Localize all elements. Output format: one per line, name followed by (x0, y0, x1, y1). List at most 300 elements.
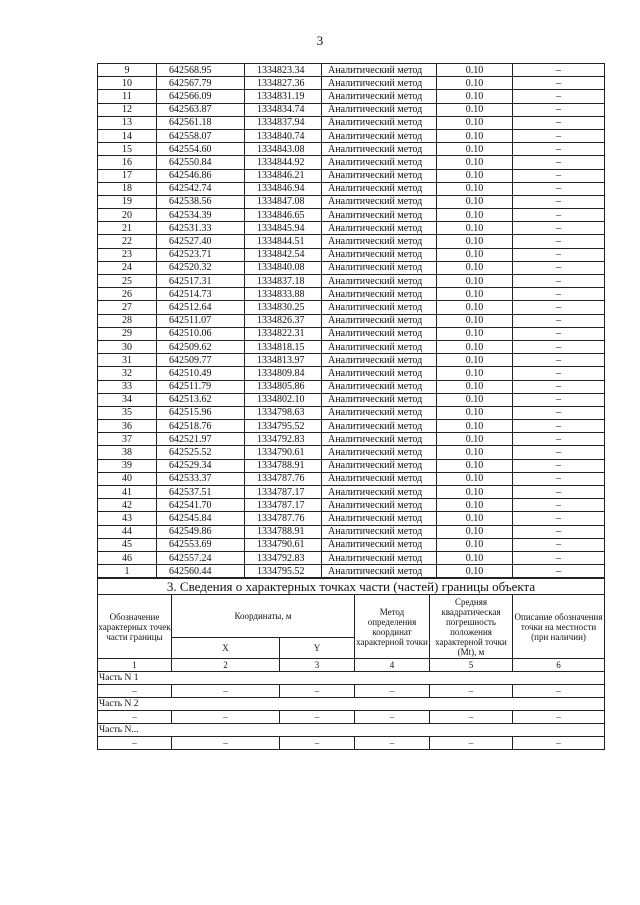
description: – (513, 182, 605, 195)
col-number-3: 3 (280, 659, 355, 672)
part-value: – (98, 685, 172, 698)
method: Аналитический метод (322, 525, 437, 538)
part-value: – (172, 711, 280, 724)
table-row (98, 446, 605, 459)
col-number-1: 1 (98, 659, 172, 672)
method: Аналитический метод (322, 406, 437, 419)
part-values-row (98, 737, 605, 750)
coord-x: 642542.74 (157, 182, 245, 195)
coord-x: 642567.79 (157, 77, 245, 90)
coord-x: 642549.86 (157, 525, 245, 538)
part-label-row (98, 724, 605, 737)
coord-y: 1334843.08 (245, 143, 322, 156)
method: Аналитический метод (322, 169, 437, 182)
coord-y: 1334787.17 (245, 499, 322, 512)
accuracy: 0.10 (437, 551, 513, 564)
description: – (513, 103, 605, 116)
coord-x: 642537.51 (157, 486, 245, 499)
accuracy: 0.10 (437, 261, 513, 274)
description: – (513, 472, 605, 485)
point-number: 43 (98, 512, 157, 525)
coord-x: 642513.62 (157, 393, 245, 406)
description: – (513, 275, 605, 288)
method: Аналитический метод (322, 367, 437, 380)
accuracy: 0.10 (437, 77, 513, 90)
method: Аналитический метод (322, 393, 437, 406)
description: – (513, 459, 605, 472)
point-number: 30 (98, 340, 157, 353)
point-number: 1 (98, 565, 157, 578)
coord-x: 642521.97 (157, 433, 245, 446)
part-value: – (98, 737, 172, 750)
method: Аналитический метод (322, 551, 437, 564)
coord-y: 1334795.52 (245, 565, 322, 578)
coord-y: 1334840.08 (245, 261, 322, 274)
coord-y: 1334831.19 (245, 90, 322, 103)
coord-x: 642560.44 (157, 565, 245, 578)
col-number-6: 6 (513, 659, 605, 672)
description: – (513, 156, 605, 169)
part-values-row (98, 711, 605, 724)
accuracy: 0.10 (437, 393, 513, 406)
point-number: 41 (98, 486, 157, 499)
accuracy: 0.10 (437, 222, 513, 235)
coordinates-table (97, 63, 605, 578)
coord-y: 1334837.18 (245, 275, 322, 288)
coord-y: 1334790.61 (245, 446, 322, 459)
method: Аналитический метод (322, 222, 437, 235)
accuracy: 0.10 (437, 314, 513, 327)
coord-y: 1334818.15 (245, 340, 322, 353)
coord-x: 642568.95 (157, 64, 245, 77)
coord-y: 1334823.34 (245, 64, 322, 77)
point-number: 21 (98, 222, 157, 235)
accuracy: 0.10 (437, 446, 513, 459)
accuracy: 0.10 (437, 143, 513, 156)
point-number: 29 (98, 327, 157, 340)
part-label: Часть N 2 (98, 698, 605, 711)
point-number: 20 (98, 209, 157, 222)
point-number: 44 (98, 525, 157, 538)
description: – (513, 261, 605, 274)
part-label-row (98, 672, 605, 685)
point-number: 14 (98, 129, 157, 142)
method: Аналитический метод (322, 64, 437, 77)
point-number: 22 (98, 235, 157, 248)
coord-y: 1334846.65 (245, 209, 322, 222)
coord-x: 642523.71 (157, 248, 245, 261)
table-row (98, 103, 605, 116)
method: Аналитический метод (322, 512, 437, 525)
part-value: – (355, 685, 430, 698)
table-row (98, 327, 605, 340)
point-number: 23 (98, 248, 157, 261)
table-row (98, 551, 605, 564)
point-number: 27 (98, 301, 157, 314)
accuracy: 0.10 (437, 169, 513, 182)
accuracy: 0.10 (437, 275, 513, 288)
accuracy: 0.10 (437, 380, 513, 393)
description: – (513, 393, 605, 406)
part-values-row (98, 685, 605, 698)
point-number: 25 (98, 275, 157, 288)
coord-y: 1334805.86 (245, 380, 322, 393)
method: Аналитический метод (322, 446, 437, 459)
description: – (513, 420, 605, 433)
description: – (513, 116, 605, 129)
method: Аналитический метод (322, 195, 437, 208)
part-value: – (172, 737, 280, 750)
coord-x: 642545.84 (157, 512, 245, 525)
part-value: – (430, 737, 513, 750)
accuracy: 0.10 (437, 354, 513, 367)
coord-y: 1334787.76 (245, 512, 322, 525)
point-number: 26 (98, 288, 157, 301)
coord-y: 1334792.83 (245, 551, 322, 564)
table-row (98, 565, 605, 578)
table-row (98, 538, 605, 551)
accuracy: 0.10 (437, 195, 513, 208)
part-value: – (513, 685, 605, 698)
table-row (98, 182, 605, 195)
header-coordinates: Координаты, м (172, 595, 355, 638)
coord-y: 1334809.84 (245, 367, 322, 380)
method: Аналитический метод (322, 248, 437, 261)
table-row (98, 275, 605, 288)
description: – (513, 288, 605, 301)
description: – (513, 195, 605, 208)
table-row (98, 222, 605, 235)
description: – (513, 551, 605, 564)
table-row (98, 393, 605, 406)
method: Аналитический метод (322, 182, 437, 195)
table-row (98, 499, 605, 512)
coord-y: 1334837.94 (245, 116, 322, 129)
part-value: – (430, 711, 513, 724)
part-value: – (355, 711, 430, 724)
point-number: 17 (98, 169, 157, 182)
description: – (513, 143, 605, 156)
table-row (98, 525, 605, 538)
description: – (513, 327, 605, 340)
method: Аналитический метод (322, 340, 437, 353)
coord-x: 642514.73 (157, 288, 245, 301)
accuracy: 0.10 (437, 156, 513, 169)
description: – (513, 367, 605, 380)
accuracy: 0.10 (437, 90, 513, 103)
coord-x: 642553.69 (157, 538, 245, 551)
point-number: 37 (98, 433, 157, 446)
table-row (98, 235, 605, 248)
description: – (513, 512, 605, 525)
page-number: 3 (316, 33, 324, 48)
table-row (98, 433, 605, 446)
description: – (513, 380, 605, 393)
coord-y: 1334795.52 (245, 420, 322, 433)
method: Аналитический метод (322, 380, 437, 393)
point-number: 15 (98, 143, 157, 156)
description: – (513, 433, 605, 446)
part-value: – (280, 685, 355, 698)
coord-y: 1334846.21 (245, 169, 322, 182)
col-number-2: 2 (172, 659, 280, 672)
table-row (98, 340, 605, 353)
coord-x: 642557.24 (157, 551, 245, 564)
coord-y: 1334827.36 (245, 77, 322, 90)
accuracy: 0.10 (437, 103, 513, 116)
coord-x: 642546.86 (157, 169, 245, 182)
description: – (513, 90, 605, 103)
accuracy: 0.10 (437, 525, 513, 538)
coord-y: 1334847.08 (245, 195, 322, 208)
coord-y: 1334840.74 (245, 129, 322, 142)
part-value: – (430, 685, 513, 698)
table-row (98, 64, 605, 77)
coord-y: 1334788.91 (245, 459, 322, 472)
table-row (98, 129, 605, 142)
part-value: – (280, 711, 355, 724)
accuracy: 0.10 (437, 129, 513, 142)
description: – (513, 314, 605, 327)
accuracy: 0.10 (437, 248, 513, 261)
table-row (98, 486, 605, 499)
accuracy: 0.10 (437, 406, 513, 419)
method: Аналитический метод (322, 103, 437, 116)
description: – (513, 169, 605, 182)
method: Аналитический метод (322, 235, 437, 248)
description: – (513, 406, 605, 419)
coord-x: 642541.70 (157, 499, 245, 512)
coord-x: 642538.56 (157, 195, 245, 208)
description: – (513, 235, 605, 248)
coord-y: 1334822.31 (245, 327, 322, 340)
method: Аналитический метод (322, 209, 437, 222)
accuracy: 0.10 (437, 367, 513, 380)
parts-body (98, 672, 605, 750)
coord-x: 642531.33 (157, 222, 245, 235)
coord-x: 642534.39 (157, 209, 245, 222)
method: Аналитический метод (322, 116, 437, 129)
coord-y: 1334842.54 (245, 248, 322, 261)
part-label: Часть N 1 (98, 672, 605, 685)
point-number: 19 (98, 195, 157, 208)
coord-x: 642511.07 (157, 314, 245, 327)
description: – (513, 446, 605, 459)
method: Аналитический метод (322, 288, 437, 301)
header-y: Y (280, 638, 355, 659)
method: Аналитический метод (322, 538, 437, 551)
coord-x: 642561.18 (157, 116, 245, 129)
part-label: Часть N... (98, 724, 605, 737)
header-point-designation: Обозначение характерных точек части границы (98, 595, 172, 659)
description: – (513, 77, 605, 90)
coord-x: 642533.37 (157, 472, 245, 485)
method: Аналитический метод (322, 90, 437, 103)
part-value: – (98, 711, 172, 724)
point-number: 11 (98, 90, 157, 103)
method: Аналитический метод (322, 129, 437, 142)
coord-x: 642550.84 (157, 156, 245, 169)
accuracy: 0.10 (437, 235, 513, 248)
accuracy: 0.10 (437, 116, 513, 129)
table-row (98, 143, 605, 156)
coord-y: 1334790.61 (245, 538, 322, 551)
coord-y: 1334844.92 (245, 156, 322, 169)
table-row (98, 195, 605, 208)
method: Аналитический метод (322, 156, 437, 169)
header-description: Описание обозначения точки на местности (при наличии) (513, 595, 605, 659)
accuracy: 0.10 (437, 538, 513, 551)
method: Аналитический метод (322, 499, 437, 512)
description: – (513, 248, 605, 261)
part-value: – (513, 711, 605, 724)
method: Аналитический метод (322, 261, 437, 274)
point-number: 35 (98, 406, 157, 419)
table-row (98, 169, 605, 182)
col-number-4: 4 (355, 659, 430, 672)
accuracy: 0.10 (437, 327, 513, 340)
part-value: – (513, 737, 605, 750)
point-number: 16 (98, 156, 157, 169)
coord-x: 642510.06 (157, 327, 245, 340)
coord-x: 642509.62 (157, 340, 245, 353)
coord-y: 1334787.76 (245, 472, 322, 485)
table-row (98, 380, 605, 393)
accuracy: 0.10 (437, 182, 513, 195)
col-number-5: 5 (430, 659, 513, 672)
coord-x: 642509.77 (157, 354, 245, 367)
table-row (98, 459, 605, 472)
coord-x: 642529.34 (157, 459, 245, 472)
coord-y: 1334846.94 (245, 182, 322, 195)
coord-x: 642515.96 (157, 406, 245, 419)
coord-x: 642511.79 (157, 380, 245, 393)
table-row (98, 406, 605, 419)
table-row (98, 512, 605, 525)
table-row (98, 354, 605, 367)
point-number: 9 (98, 64, 157, 77)
table-row (98, 288, 605, 301)
description: – (513, 499, 605, 512)
coord-y: 1334798.63 (245, 406, 322, 419)
coord-y: 1334813.97 (245, 354, 322, 367)
coord-y: 1334792.83 (245, 433, 322, 446)
description: – (513, 565, 605, 578)
method: Аналитический метод (322, 420, 437, 433)
point-number: 46 (98, 551, 157, 564)
description: – (513, 525, 605, 538)
table-row (98, 90, 605, 103)
accuracy: 0.10 (437, 565, 513, 578)
coord-x: 642566.09 (157, 90, 245, 103)
coord-y: 1334833.88 (245, 288, 322, 301)
point-number: 33 (98, 380, 157, 393)
accuracy: 0.10 (437, 472, 513, 485)
accuracy: 0.10 (437, 499, 513, 512)
point-number: 28 (98, 314, 157, 327)
coord-y: 1334802.10 (245, 393, 322, 406)
coord-y: 1334826.37 (245, 314, 322, 327)
coord-x: 642554.60 (157, 143, 245, 156)
description: – (513, 222, 605, 235)
accuracy: 0.10 (437, 209, 513, 222)
accuracy: 0.10 (437, 340, 513, 353)
point-number: 39 (98, 459, 157, 472)
description: – (513, 209, 605, 222)
point-number: 24 (98, 261, 157, 274)
table-row (98, 209, 605, 222)
accuracy: 0.10 (437, 301, 513, 314)
table-row (98, 420, 605, 433)
section-3-table (97, 578, 605, 750)
table-row (98, 116, 605, 129)
description: – (513, 129, 605, 142)
coord-x: 642527.40 (157, 235, 245, 248)
section-title: 3. Сведения о характерных точках части (частей) границы объекта (98, 579, 605, 595)
accuracy: 0.10 (437, 288, 513, 301)
table-row (98, 261, 605, 274)
point-number: 42 (98, 499, 157, 512)
coord-x: 642525.52 (157, 446, 245, 459)
point-number: 38 (98, 446, 157, 459)
coord-x: 642510.49 (157, 367, 245, 380)
table-row (98, 367, 605, 380)
point-number: 34 (98, 393, 157, 406)
point-number: 10 (98, 77, 157, 90)
method: Аналитический метод (322, 77, 437, 90)
table-row (98, 314, 605, 327)
method: Аналитический метод (322, 143, 437, 156)
header-accuracy: Средняя квадратическая погрешность положения характерной точки (Mt), м (430, 595, 513, 659)
coordinates-table-body (98, 64, 605, 578)
point-number: 12 (98, 103, 157, 116)
accuracy: 0.10 (437, 486, 513, 499)
point-number: 45 (98, 538, 157, 551)
coord-y: 1334844.51 (245, 235, 322, 248)
header-method: Метод определения координат характерной точки (355, 595, 430, 659)
accuracy: 0.10 (437, 512, 513, 525)
coord-y: 1334787.17 (245, 486, 322, 499)
point-number: 13 (98, 116, 157, 129)
point-number: 32 (98, 367, 157, 380)
description: – (513, 340, 605, 353)
part-value: – (172, 685, 280, 698)
accuracy: 0.10 (437, 64, 513, 77)
table-row (98, 301, 605, 314)
coord-x: 642518.76 (157, 420, 245, 433)
accuracy: 0.10 (437, 459, 513, 472)
coord-x: 642520.32 (157, 261, 245, 274)
table-row (98, 77, 605, 90)
point-number: 18 (98, 182, 157, 195)
method: Аналитический метод (322, 301, 437, 314)
table-row (98, 472, 605, 485)
method: Аналитический метод (322, 354, 437, 367)
table-row (98, 156, 605, 169)
coord-y: 1334788.91 (245, 525, 322, 538)
accuracy: 0.10 (437, 420, 513, 433)
part-value: – (280, 737, 355, 750)
accuracy: 0.10 (437, 433, 513, 446)
point-number: 40 (98, 472, 157, 485)
description: – (513, 486, 605, 499)
method: Аналитический метод (322, 314, 437, 327)
point-number: 36 (98, 420, 157, 433)
method: Аналитический метод (322, 433, 437, 446)
description: – (513, 354, 605, 367)
description: – (513, 538, 605, 551)
coord-y: 1334845.94 (245, 222, 322, 235)
